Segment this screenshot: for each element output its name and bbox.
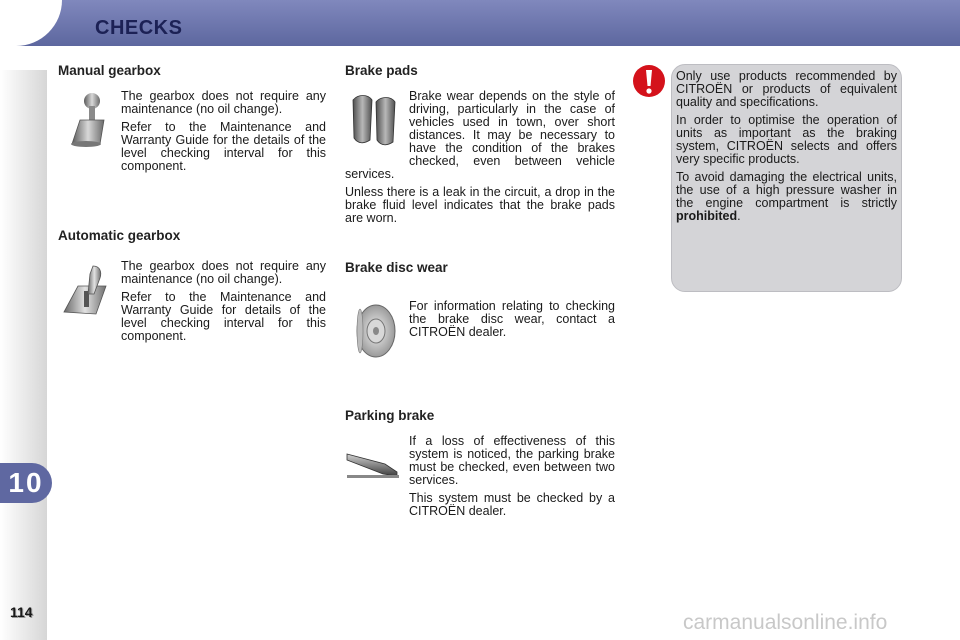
warning-text: [676, 70, 897, 228]
brake-pads-text: [345, 90, 615, 230]
brake-disc-paragraph: For information relating to checking the brake disc wear, contact a CITROËN dealer.: [409, 299, 615, 339]
manual-gearbox-text: [121, 90, 326, 178]
gear-stick-icon: [62, 92, 108, 148]
exclamation-icon: [632, 64, 666, 98]
warning-emphasis: prohibited: [676, 209, 738, 223]
automatic-gearbox-text: [121, 260, 326, 348]
page-title: CHECKS: [95, 17, 183, 39]
brake-pads-heading: Brake pads: [345, 63, 418, 78]
brake-disc-text: [409, 300, 615, 344]
warning-paragraph: [676, 171, 897, 223]
warning-paragraph: In order to optimise the operation of units as important as the braking system, CITROËN selects and offers very specific products.: [676, 113, 897, 166]
chapter-tab: 10: [0, 463, 52, 503]
text-wrap-spacer: [345, 90, 409, 156]
brake-disc-icon: [352, 302, 398, 360]
manual-gearbox-paragraph: Refer to the Maintenance and Warranty Guide for the details of the level checking interval for this component.: [121, 120, 326, 173]
parking-brake-paragraph: This system must be checked by a CITROËN dealer.: [409, 491, 615, 518]
automatic-selector-icon: [60, 262, 110, 318]
manual-gearbox-paragraph: The gearbox does not require any maintenance (no oil change).: [121, 89, 326, 116]
parking-brake-paragraph: If a loss of effectiveness of this system is noticed, the parking brake must be checked, even between two services.: [409, 434, 615, 487]
automatic-gearbox-heading: Automatic gearbox: [58, 228, 181, 243]
page-header: [0, 0, 960, 46]
brake-pads-paragraph: Unless there is a leak in the circuit, a drop in the brake fluid level indicates that the brake pads are worn.: [345, 185, 615, 225]
warning-text-part: To avoid damaging the electrical units, the use of a high pressure washer in the engine compartment is strictly: [676, 170, 897, 210]
warning-text-part: .: [737, 209, 741, 223]
brake-disc-heading: Brake disc wear: [345, 260, 448, 275]
header-tab-notch: [0, 0, 62, 46]
parking-brake-heading: Parking brake: [345, 408, 435, 423]
watermark: carmanualsonline.info: [683, 611, 888, 634]
brake-pads-paragraph: Brake wear depends on the style of driving, particularly in the case of vehicles used in town, over short distances. It may be necessary to have the condition of the brakes checked, even between vehicle services.: [345, 89, 615, 181]
manual-gearbox-heading: Manual gearbox: [58, 63, 161, 78]
automatic-gearbox-paragraph: Refer to the Maintenance and Warranty Guide for details of the level checking interval for this component.: [121, 290, 326, 343]
warning-paragraph: Only use products recommended by CITROËN or products of equivalent quality and specifications.: [676, 69, 897, 109]
parking-brake-text: [409, 435, 615, 523]
automatic-gearbox-paragraph: The gearbox does not require any maintenance (no oil change).: [121, 259, 326, 286]
handbrake-lever-icon: [345, 446, 401, 480]
left-margin-strip: [0, 70, 47, 640]
page-number: 114: [10, 604, 33, 620]
